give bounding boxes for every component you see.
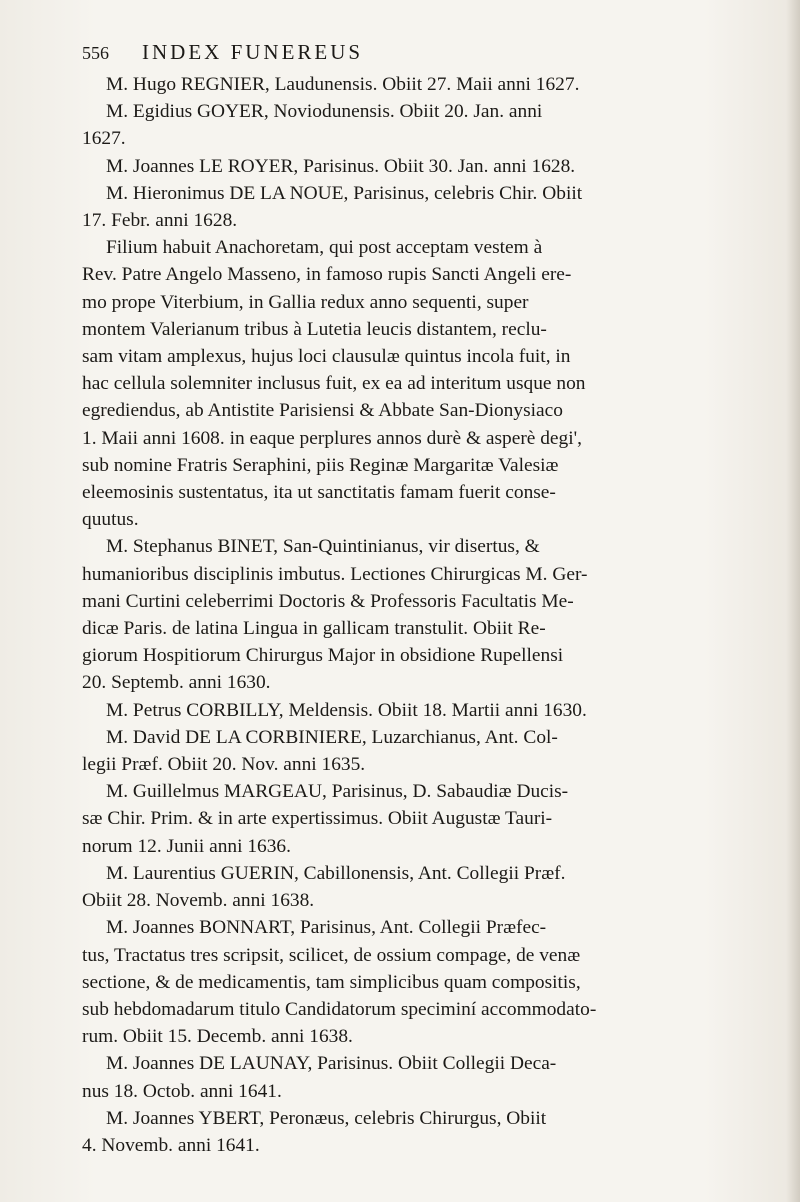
entry-line: M. Petrus CORBILLY, Meldensis. Obiit 18. Martii anni 1630. <box>106 699 587 721</box>
entry-line: mo prope Viterbium, in Gallia redux anno sequenti, super <box>82 291 529 313</box>
entry-bonnart <box>72 914 744 1050</box>
entry-ybert <box>72 1105 744 1159</box>
entry-margeau <box>72 778 744 860</box>
entry-line: egrediendus, ab Antistite Parisiensi & Abbate San-Dionysiaco <box>82 400 563 422</box>
entry-line: sam vitam amplexus, hujus loci clausulæ quintus incola fuit, in <box>82 346 571 368</box>
entry-line: 20. Septemb. anni 1630. <box>82 672 271 694</box>
entry-line: 1627. <box>82 128 126 150</box>
entry-line: norum 12. Junii anni 1636. <box>82 835 291 857</box>
entry-line: M. Egidius GOYER, Noviodunensis. Obiit 20. Jan. anni <box>106 101 543 123</box>
running-head <box>82 40 744 65</box>
entry-line: giorum Hospitiorum Chirurgus Major in obsidione Rupellensi <box>82 645 564 667</box>
entry-line: tus, Tractatus tres scripsit, scilicet, de ossium compage, de venæ <box>82 944 581 966</box>
entry-line: M. Hugo REGNIER, Laudunensis. Obiit 27. Maii anni 1627. <box>106 74 580 95</box>
entry-line: M. David DE LA CORBINIERE, Luzarchianus, Ant. Col- <box>106 726 558 748</box>
entry-line: legii Præf. Obiit 20. Nov. anni 1635. <box>82 754 366 776</box>
entry-line: sæ Chir. Prim. & in arte expertissimus. Obiit Augustæ Tauri- <box>82 808 553 830</box>
entry-corbilly <box>72 697 744 724</box>
entry-line: rum. Obiit 15. Decemb. anni 1638. <box>82 1026 353 1048</box>
entry-regnier <box>72 71 744 98</box>
entry-line: M. Joannes YBERT, Peronæus, celebris Chirurgus, Obiit <box>106 1107 547 1129</box>
entry-line: sectione, & de medicamentis, tam simplicibus quam compositis, <box>82 971 581 993</box>
entry-line: sub nomine Fratris Seraphini, piis Reginæ Margaritæ Valesiæ <box>82 454 559 476</box>
entry-guerin <box>72 860 744 914</box>
entry-line: sub hebdomadarum titulo Candidatorum speciminí accommodato- <box>82 998 597 1020</box>
entry-line: Rev. Patre Angelo Masseno, in famoso rupis Sancti Angeli ere- <box>82 264 572 286</box>
entry-line: M. Joannes DE LAUNAY, Parisinus. Obiit Collegii Deca- <box>106 1053 557 1075</box>
obituary-list <box>72 71 744 1159</box>
page-number: 556 <box>82 43 109 63</box>
entry-line: quutus. <box>82 509 139 531</box>
entry-de-la-noue <box>72 180 744 534</box>
entry-line: hac cellula solemniter inclusus fuit, ex ea ad interitum usque non <box>82 373 586 395</box>
entry-line: M. Hieronimus DE LA NOUE, Parisinus, celebris Chir. Obiit <box>106 182 583 204</box>
entry-de-launay <box>72 1050 744 1104</box>
entry-line: M. Laurentius GUERIN, Cabillonensis, Ant. Collegii Præf. <box>106 862 566 884</box>
entry-le-royer <box>72 153 744 180</box>
entry-goyer <box>72 98 744 152</box>
entry-line: montem Valerianum tribus à Lutetia leucis distantem, reclu- <box>82 318 547 340</box>
entry-line: mani Curtini celeberrimi Doctoris & Professoris Facultatis Me- <box>82 590 574 612</box>
entry-line: humanioribus disciplinis imbutus. Lectiones Chirurgicas M. Ger- <box>82 563 588 585</box>
entry-line: Obiit 28. Novemb. anni 1638. <box>82 890 315 912</box>
entry-line: M. Stephanus BINET, San-Quintinianus, vir disertus, & <box>106 536 540 558</box>
entry-line: M. Joannes LE ROYER, Parisinus. Obiit 30. Jan. anni 1628. <box>106 155 576 177</box>
entry-line: dicæ Paris. de latina Lingua in gallicam transtulit. Obiit Re- <box>82 618 546 640</box>
entry-de-la-corbiniere <box>72 724 744 778</box>
entry-line: 1. Maii anni 1608. in eaque perplures annos durè & asperè degi', <box>82 427 582 449</box>
entry-line: Filium habuit Anachoretam, qui post acceptam vestem à <box>106 237 543 259</box>
entry-line: eleemosinis sustentatus, ita ut sanctitatis famam fuerit conse- <box>82 482 556 504</box>
entry-binet <box>72 533 744 696</box>
entry-line: M. Joannes BONNART, Parisinus, Ant. Collegii Præfec- <box>106 917 547 939</box>
entry-line: nus 18. Octob. anni 1641. <box>82 1080 282 1102</box>
page-edge-shadow <box>786 0 800 1202</box>
entry-line: 4. Novemb. anni 1641. <box>82 1134 260 1156</box>
header-title: INDEX FUNEREUS <box>142 40 364 64</box>
entry-line: M. Guillelmus MARGEAU, Parisinus, D. Sabaudiæ Ducis- <box>106 781 569 803</box>
entry-line: 17. Febr. anni 1628. <box>82 210 238 232</box>
